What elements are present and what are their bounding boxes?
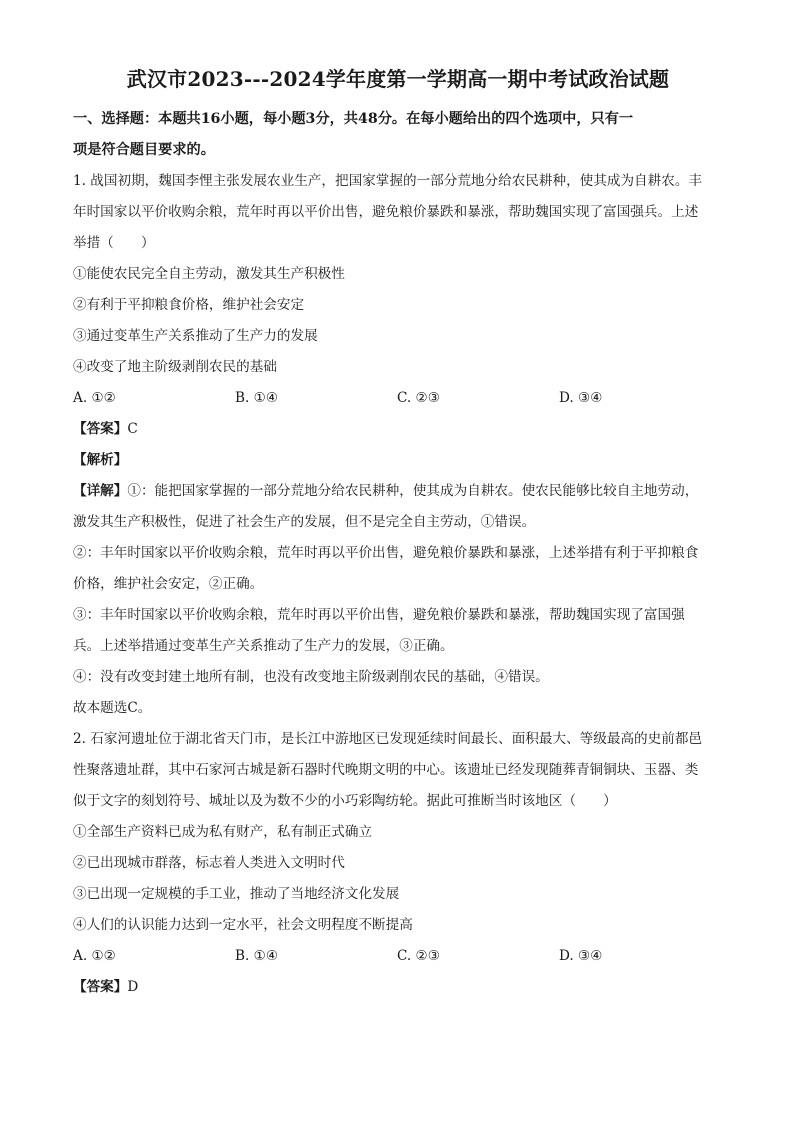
answer-tag: 【答案】 — [73, 979, 128, 995]
question-stem-line: 年时国家以平价收购余粮，荒年时再以平价出售，避免粮价暴跌和暴涨，帮助魏国实现了富国强兵。上述 — [73, 204, 699, 220]
statement-item: ②有利于平抑粮食价格，维护社会安定 — [73, 297, 305, 313]
analysis-line — [73, 445, 723, 476]
question-stem-line: 举措（ ） — [73, 235, 155, 251]
statement-item: ②已出现城市群落，标志着人类进入文明时代 — [73, 855, 345, 871]
statement-item: ③通过变革生产关系推动了生产力的发展 — [73, 328, 318, 344]
detail-line: 兵。上述举措通过变革生产关系推动了生产力的发展，③正确。 — [73, 638, 454, 654]
exam-page — [73, 64, 723, 1003]
analysis-tag: 【解析】 — [73, 452, 128, 468]
statement-item: ④人们的认识能力达到一定水平，社会文明程度不断提高 — [73, 917, 413, 933]
option-c: C. ②③ — [397, 948, 440, 964]
option-b: B. ①④ — [235, 948, 279, 964]
option-c: C. ②③ — [397, 390, 440, 406]
answer-value: C — [127, 421, 138, 437]
detail-tag: 【详解】 — [73, 483, 128, 499]
statement-item: ①能使农民完全自主劳动，激发其生产积极性 — [73, 266, 345, 282]
detail-line: ④：没有改变封建土地所有制，也没有改变地主阶级剥削农民的基础，④错误。 — [73, 669, 549, 685]
detail-line — [73, 476, 723, 507]
detail-line: 价格，维护社会安定，②正确。 — [73, 576, 264, 592]
answer-options — [73, 941, 723, 972]
option-a: A. ①② — [73, 390, 116, 406]
section-heading-line: 一、选择题：本题共16小题，每小题3分，共48分。在每小题给出的四个选项中，只有一 — [73, 111, 634, 127]
answer-line — [73, 972, 723, 1003]
detail-line: ③：丰年时国家以平价收购余粮，荒年时再以平价出售，避免粮价暴跌和暴涨，帮助魏国实现了富国强 — [73, 607, 685, 623]
page-title: 武汉市2023---2024学年度第一学期高一期中考试政治试题 — [126, 67, 670, 91]
question-stem-line: 2. 石家河遗址位于湖北省天门市，是长江中游地区已发现延续时间最长、面积最大、等级最高的史前都邑 — [73, 731, 703, 747]
statement-item: ④改变了地主阶级剥削农民的基础 — [73, 359, 277, 375]
option-b: B. ①④ — [235, 390, 279, 406]
detail-line: 故本题选C。 — [73, 700, 152, 716]
detail-line: ②：丰年时国家以平价收购余粮，荒年时再以平价出售，避免粮价暴跌和暴涨，上述举措有利于平抑粮食 — [73, 545, 699, 561]
question-2 — [73, 724, 723, 1003]
statement-item: ①全部生产资料已成为私有财产，私有制正式确立 — [73, 824, 373, 840]
question-stem-line: 1. 战国初期，魏国李悝主张发展农业生产，把国家掌握的一部分荒地分给农民耕种，使其成为自耕农。丰 — [73, 173, 703, 189]
section-heading-line: 项是符合题目要求的。 — [73, 142, 215, 158]
question-stem-line: 似于文字的刻划符号、城址以及为数不少的小巧彩陶纺轮。据此可推断当时该地区（ ） — [73, 793, 617, 809]
answer-tag: 【答案】 — [73, 421, 128, 437]
option-d: D. ③④ — [559, 948, 603, 964]
statement-item: ③已出现一定规模的手工业，推动了当地经济文化发展 — [73, 886, 400, 902]
answer-value: D — [127, 979, 139, 995]
question-1 — [73, 166, 723, 724]
detail-line: 激发其生产积极性，促进了社会生产的发展，但不是完全自主劳动，①错误。 — [73, 514, 536, 530]
question-stem-line: 性聚落遗址群，其中石家河古城是新石器时代晚期文明的中心。该遗址已经发现随葬青铜铜块、玉器、类 — [73, 762, 699, 778]
option-d: D. ③④ — [559, 390, 603, 406]
answer-options — [73, 383, 723, 414]
detail-text: ①：能把国家掌握的一部分荒地分给农民耕种，使其成为自耕农。使农民能够比较自主地劳动， — [127, 483, 699, 499]
option-a: A. ①② — [73, 948, 116, 964]
section-heading — [73, 104, 723, 166]
answer-line — [73, 414, 723, 445]
